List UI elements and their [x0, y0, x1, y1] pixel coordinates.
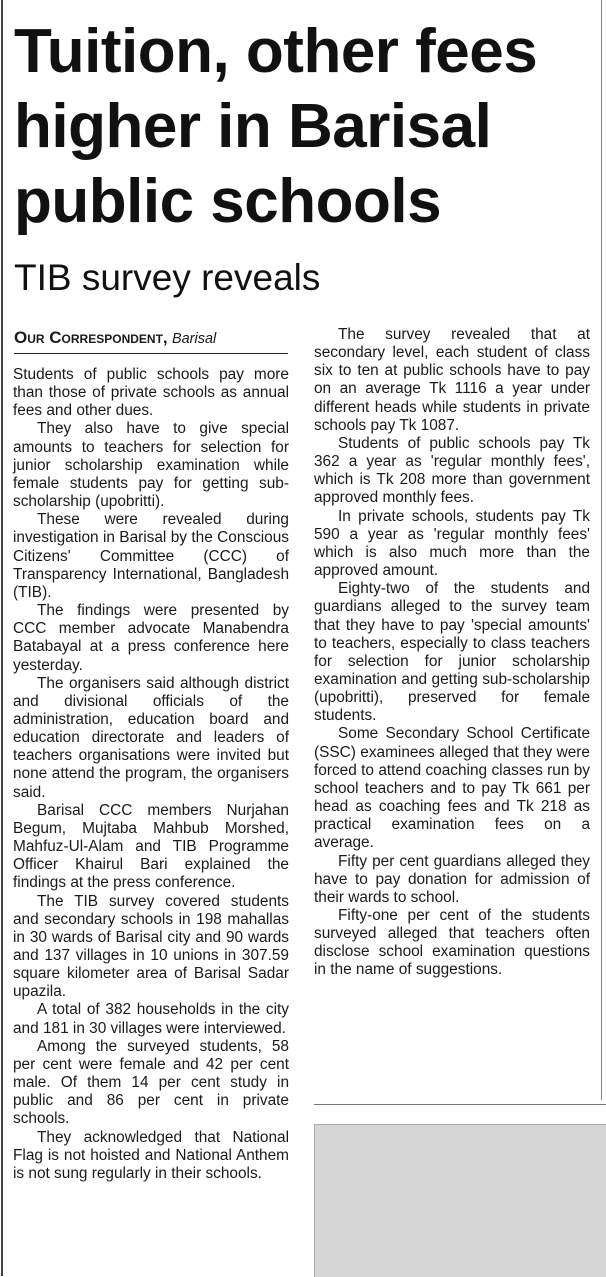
paragraph: Fifty-one per cent of the students surveyed alleged that teachers often disclose school examination questions in the name of suggestions.: [314, 907, 590, 979]
paragraph: Some Secondary School Certificate (SSC) examinees alleged that they were forced to attend coaching classes run by school teachers and to pay Tk 661 per head as coaching fees and Tk 218 as practical examination fees on a average.: [314, 725, 590, 852]
paragraph: In private schools, students pay Tk 590 a year as 'regular monthly fees' which is also much more than the approved amount.: [314, 507, 590, 580]
headline: Tuition, other fees higher in Barisal public schools: [14, 17, 538, 236]
paragraph: Barisal CCC members Nurjahan Begum, Mujtaba Mahbub Morshed, Mahfuz-Ul-Alam and TIB Programme Officer Khairul Bari explained the findings at the press conference.: [13, 801, 289, 892]
paragraph: The organisers said although district and divisional officials of the administration, education board and education directorate and leaders of teachers organisations were invited but none attend the program, the organisers said.: [13, 674, 289, 801]
article-column-right: [314, 326, 590, 980]
paragraph: Students of public schools pay Tk 362 a year as 'regular monthly fees', which is Tk 208 more than government approved monthly fees.: [314, 434, 590, 507]
paragraph: A total of 382 households in the city and 181 in 30 villages were interviewed.: [13, 1001, 289, 1037]
paragraph: They acknowledged that National Flag is not hoisted and National Anthem is not sung regularly in their schools.: [13, 1128, 289, 1182]
paragraph: The TIB survey covered students and secondary schools in 198 mahallas in 30 wards of Barisal city and 90 wards and 137 villages in 10 unions in 307.59 square kilometer area of Barisal Sadar upazila.: [13, 892, 289, 1001]
paragraph: These were revealed during investigation in Barisal by the Conscious Citizens' Committee (CCC) of Transparency International, Bangladesh (TIB).: [13, 511, 289, 601]
paragraph: Eighty-two of the students and guardians alleged to the survey team that they have to pay 'special amounts' to teachers, especially to class teachers for selection for junior scholarship examination and getting sub-scholarship (upobritti), preserved for female students.: [314, 580, 590, 725]
adjacent-content-box: [314, 1124, 606, 1277]
paragraph: The findings were presented by CCC member advocate Manabendra Batabayal at a press conference here yesterday.: [13, 602, 289, 674]
article-column-left: [13, 366, 289, 1183]
section-divider: [314, 1104, 606, 1105]
paragraph: Among the surveyed students, 58 per cent were female and 42 per cent male. Of them 14 per cent study in public and 86 per cent in private schools.: [13, 1037, 289, 1128]
byline: [14, 328, 288, 354]
byline-place: Barisal: [171, 331, 217, 347]
paragraph: Fifty per cent guardians alleged they have to pay donation for admission of their wards to school.: [314, 852, 590, 906]
paragraph: They also have to give special amounts to teachers for selection for junior scholarship examination while female students pay for getting sub-scholarship (upobritti).: [13, 420, 289, 511]
subheadline: TIB survey reveals: [14, 257, 321, 298]
page-border-left: [1, 0, 3, 1276]
byline-author: Our Correspondent,: [14, 328, 168, 347]
paragraph: The survey revealed that at secondary level, each student of class six to ten at public schools have to pay on an average Tk 1116 a year under different heads while students in private schools pay Tk 1087.: [314, 326, 590, 434]
paragraph: Students of public schools pay more than those of private schools as annual fees and other dues.: [13, 366, 289, 420]
